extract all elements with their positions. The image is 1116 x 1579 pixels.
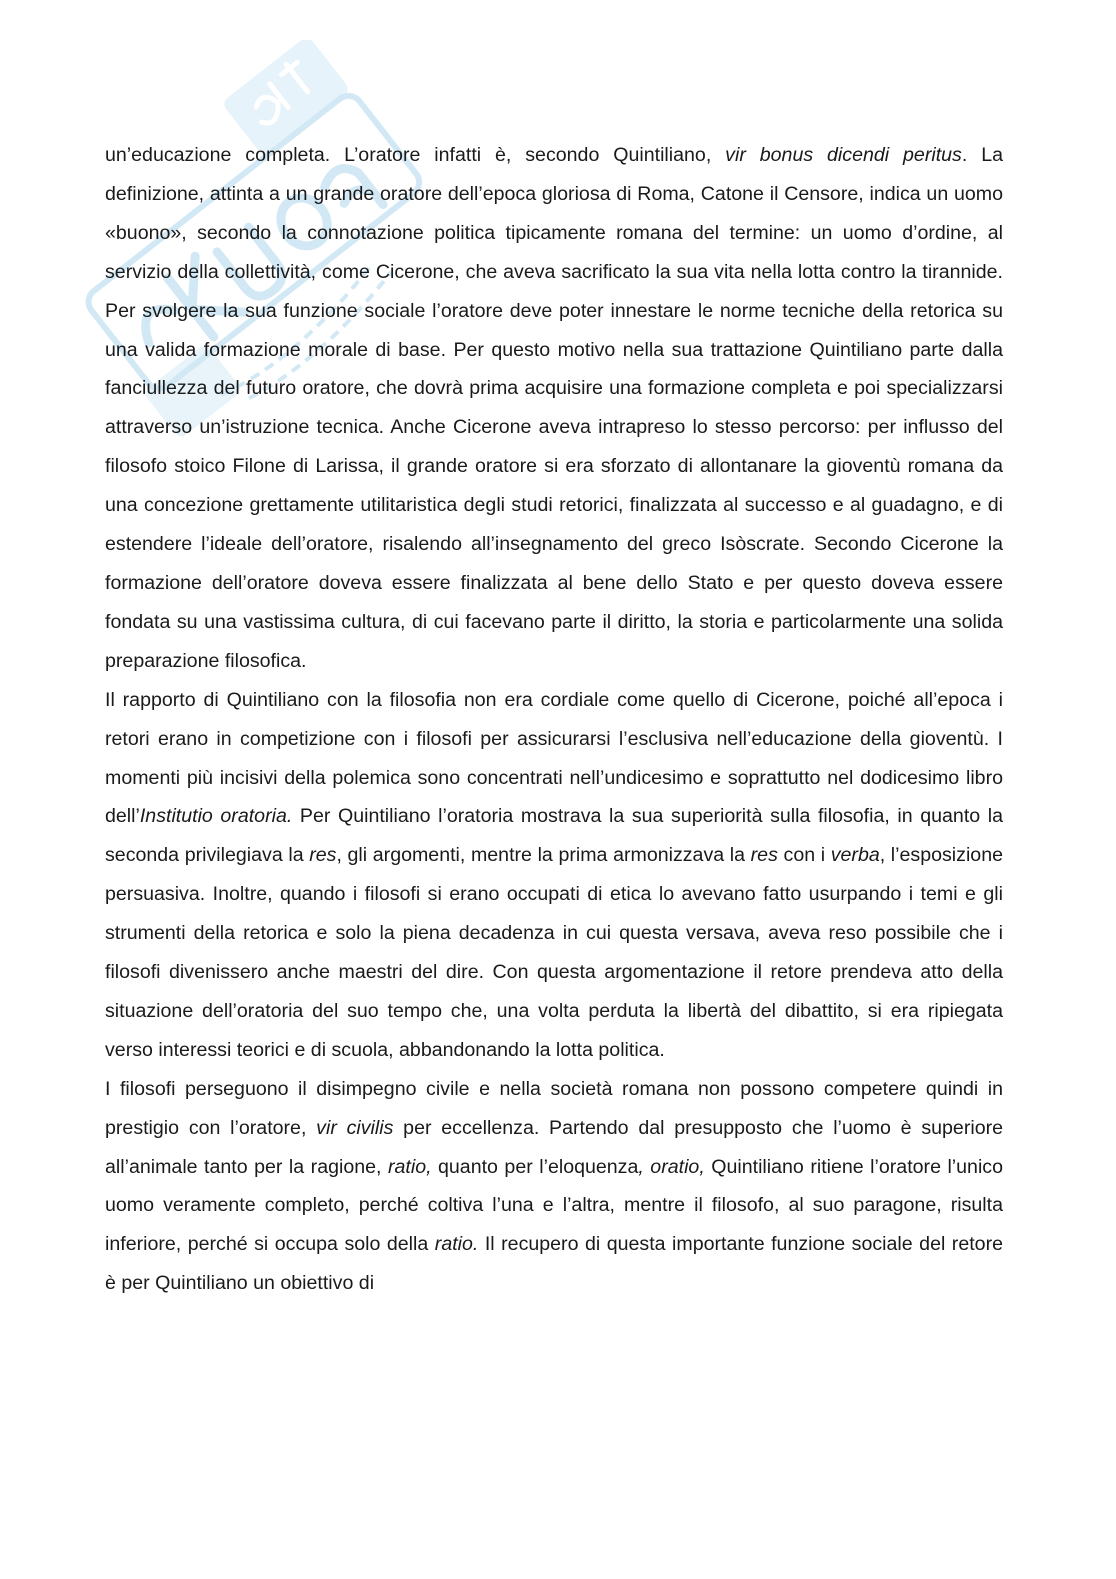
italic-term: Institutio oratoria. [139, 805, 293, 828]
text-run: Il recupero di questa importante funzione sociale del retore è per Quintiliano un obiettivo di [105, 1233, 1003, 1295]
paragraph-2 [105, 681, 1003, 1070]
italic-term: ratio, [387, 1155, 432, 1178]
italic-term: res [750, 844, 778, 867]
text-run: Per Quintiliano l’oratoria mostrava la sua superiorità sulla filosofia, in quanto la seconda privilegiava la [105, 805, 1004, 867]
italic-term: vir bonus dicendi peritus [725, 144, 962, 166]
text-run: con i [777, 844, 831, 867]
text-run: , l’esposizione persuasiva. Inoltre, quando i filosofi si erano occupati di etica lo avevano fatto usurpando i temi e gli strumenti della retorica e solo la piena decadenza in cui questa versava, aveva reso possibile che i filosofi divenissero anche maestri del dire. Con questa argomentazione il retore prendeva atto della situazione dell’oratoria del suo tempo che, una volta perduta la libertà del dibattito, si era ripiegata verso interessi teorici e di scuola, abbandonando la lotta politica. [105, 844, 1003, 1061]
text-run: , gli argomenti, mentre la prima armonizzava la [336, 844, 751, 867]
paragraph-3 [105, 1070, 1003, 1303]
text-run: . La definizione, attinta a un grande oratore dell’epoca gloriosa di Roma, Catone il Censore, indica un uomo «buono», secondo la connotazione politica tipicamente romana del termine: un uomo d’ordine, al servizio della collettività, come Cicerone, che aveva sacrificato la sua vita nella lotta contro la tirannide. Per svolgere la sua funzione sociale l’oratore deve poter innestare le norme tecniche della retorica su una valida formazione morale di base. Per questo motivo nella sua trattazione Quintiliano parte dalla fanciullezza del futuro oratore, che dovrà prima acquisire una formazione completa e poi specializzarsi attraverso un’istruzione tecnica. Anche Cicerone aveva intrapreso lo stesso percorso: per influsso del filosofo stoico Filone di Larissa, il grande oratore si era sforzato di allontanare la gioventù romana da una concezione grettamente utilitaristica degli studi retorici, finalizzata al successo e al guadagno, e di estendere l’ideale dell’oratore, risalendo all’insegnamento del greco Isòscrate. Secondo Cicerone la formazione dell’oratore doveva essere finalizzata al bene dello Stato e per questo doveva essere fondata su una vastissima cultura, di cui facevano parte il diritto, la storia e particolarmente una solida preparazione filosofica. [105, 144, 1003, 672]
italic-term: vir civilis [316, 1116, 394, 1139]
text-run: quanto per l’eloquenza [431, 1155, 639, 1178]
text-run: I filosofi perseguono il disimpegno civile e nella società romana non possono competere quindi in prestigio con l’oratore, [105, 1077, 1003, 1139]
italic-term: ratio. [434, 1233, 479, 1256]
text-run: Quintiliano ritiene l’oratore l’unico uomo veramente completo, perché coltiva l’una e l’altra, mentre il filosofo, al suo paragone, risulta inferiore, perché si occupa solo della [105, 1155, 1003, 1256]
text-run: un’educazione completa. L’oratore infatti è, secondo Quintiliano, [105, 144, 726, 166]
italic-term: , oratio, [638, 1155, 705, 1178]
document-body [105, 136, 1003, 1303]
italic-term: res [309, 844, 337, 867]
text-run: Il rapporto di Quintiliano con la filosofia non era cordiale come quello di Cicerone, poiché all’epoca i retori erano in competizione con i filosofi per assicurarsi l’esclusiva nell’educazione della gioventù. I momenti più incisivi della polemica sono concentrati nell’undicesimo e soprattutto nel dodicesimo libro dell’ [105, 688, 1003, 828]
text-run: per eccellenza. Partendo dal presupposto che l’uomo è superiore all’animale tanto per la ragione, [105, 1116, 1004, 1178]
italic-term: verba [830, 844, 880, 867]
paragraph-1 [105, 136, 1003, 681]
